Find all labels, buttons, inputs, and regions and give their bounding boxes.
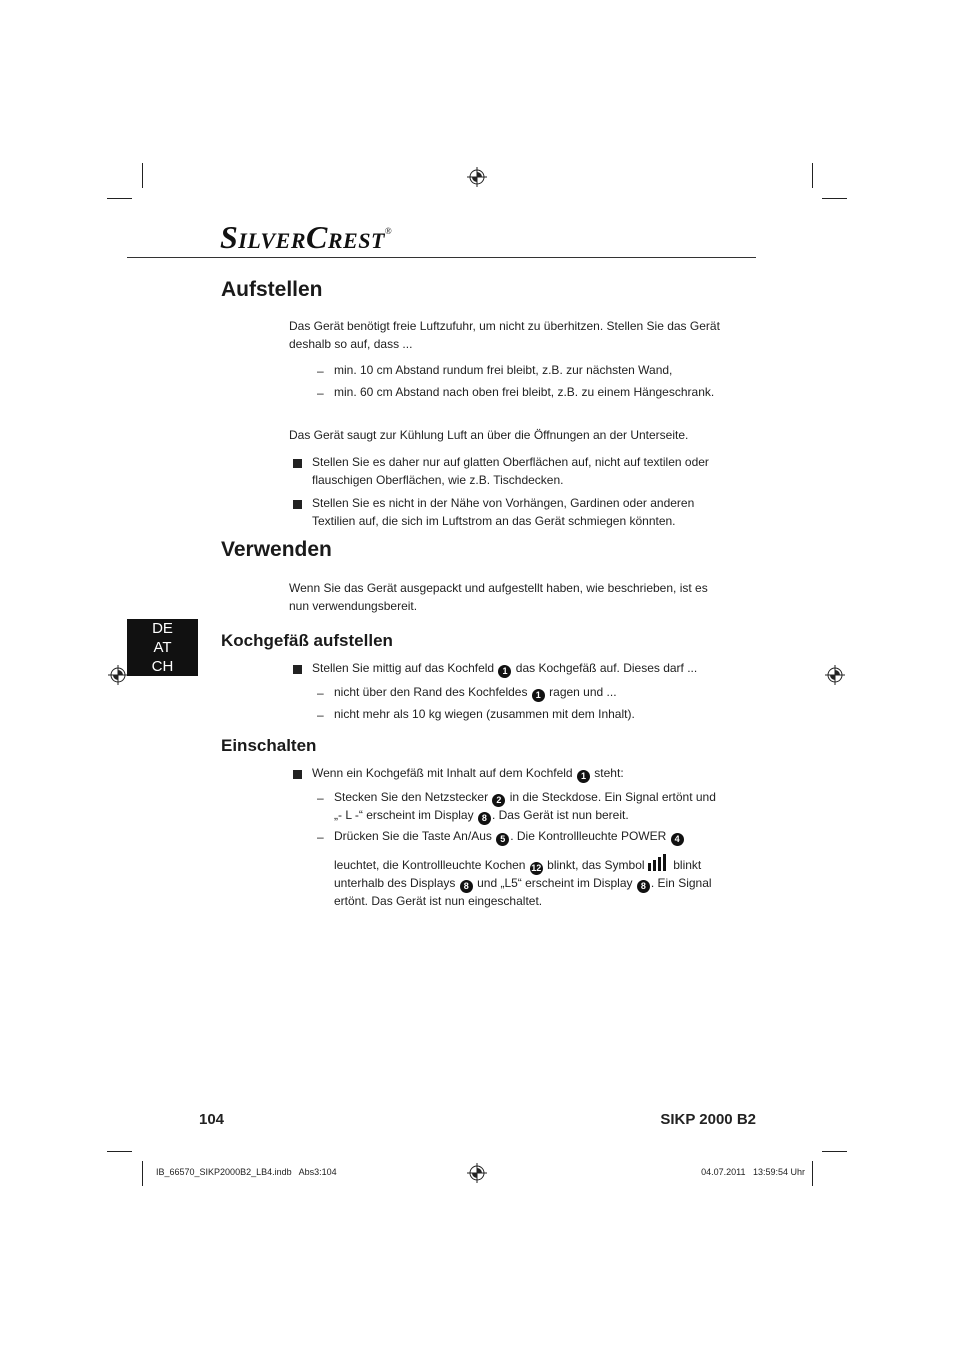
- dash-item: nicht mehr als 10 kg wiegen (zusammen mit dem Inhalt).: [334, 707, 635, 721]
- bullet-item: Stellen Sie es daher nur auf glatten Oberflächen auf, nicht auf textilen oder flauschigen Oberflächen, wie z.B. Tischdecken.: [312, 455, 709, 487]
- reference-number-badge: 5: [496, 833, 509, 846]
- dash-marker: –: [317, 791, 324, 805]
- dash-item: Drücken Sie die Taste An/Aus 5 . Die Kontrollleuchte POWER 4: [334, 828, 685, 846]
- dash-marker: –: [317, 386, 324, 400]
- bullet-marker: [293, 770, 302, 779]
- dash-item: Stecken Sie den Netzstecker 2 in die Steckdose. Ein Signal ertönt und „- L -“ erscheint im Display 8 . Das Gerät ist nun bereit.: [334, 790, 716, 823]
- paragraph: Wenn Sie das Gerät ausgepackt und aufgestellt haben, wie beschrieben, ist es nun verwendungsbereit.: [289, 581, 708, 613]
- section-heading-aufstellen: Aufstellen: [221, 278, 323, 301]
- crop-mark: [107, 198, 132, 199]
- registration-target-icon: [467, 1163, 487, 1183]
- dash-marker: –: [317, 686, 324, 700]
- crop-mark: [812, 1161, 813, 1186]
- crop-mark: [822, 1151, 847, 1152]
- crop-mark: [142, 1161, 143, 1186]
- registration-target-icon: [467, 167, 487, 187]
- power-level-bars-icon: [648, 853, 670, 871]
- model-number: SIKP 2000 B2: [660, 1111, 756, 1128]
- brand-logo: SILVERCREST®: [220, 219, 393, 255]
- reference-number-badge: 1: [498, 665, 511, 678]
- bullet-marker: [293, 500, 302, 509]
- print-slug-date: 04.07.2011 13:59:54 Uhr: [701, 1167, 805, 1177]
- bullet-item: Stellen Sie mittig auf das Kochfeld 1 das Kochgefäß auf. Dieses darf ...: [312, 661, 698, 676]
- registration-target-icon: [108, 665, 128, 685]
- reference-number-badge: 8: [637, 880, 650, 893]
- reference-number-badge: 4: [671, 833, 684, 846]
- dash-marker: –: [317, 830, 324, 844]
- reference-number-badge: 8: [460, 880, 473, 893]
- dash-item: nicht über den Rand des Kochfeldes 1 ragen und ...: [334, 685, 617, 700]
- dash-marker: –: [317, 708, 324, 722]
- crop-mark: [142, 163, 143, 188]
- crop-mark: [107, 1151, 132, 1152]
- header-rule: [127, 257, 756, 258]
- bullet-item: Wenn ein Kochgefäß mit Inhalt auf dem Kochfeld 1 steht:: [312, 766, 624, 781]
- language-tab: DE AT CH: [127, 619, 198, 676]
- subheading-kochgefaess: Kochgefäß aufstellen: [221, 631, 393, 650]
- bullet-item: Stellen Sie es nicht in der Nähe von Vorhängen, Gardinen oder anderen Textilien auf, die sich im Luftstrom an das Gerät schmiegen könnten.: [312, 496, 695, 528]
- reference-number-badge: 8: [478, 812, 491, 825]
- section-heading-verwenden: Verwenden: [221, 538, 332, 561]
- page-number: 104: [199, 1111, 225, 1128]
- crop-mark: [812, 163, 813, 188]
- crop-mark: [822, 198, 847, 199]
- dash-item-continued: leuchtet, die Kontrollleuchte Kochen 12 blinkt, das Symbol blinkt unterhalb des Displays 8 und „L5“ erscheint im Display 8 . Ein Signal ertönt. Das Gerät ist nun eingeschaltet.: [334, 853, 712, 911]
- subheading-einschalten: Einschalten: [221, 736, 317, 755]
- dash-item: min. 10 cm Abstand rundum frei bleibt, z.B. zur nächsten Wand,: [334, 363, 673, 377]
- reference-number-badge: 2: [492, 794, 505, 807]
- reference-number-badge: 1: [577, 770, 590, 783]
- dash-item: min. 60 cm Abstand nach oben frei bleibt, z.B. zu einem Hängeschrank.: [334, 385, 715, 399]
- bullet-marker: [293, 459, 302, 468]
- registration-target-icon: [825, 665, 845, 685]
- paragraph: Das Gerät saugt zur Kühlung Luft an über die Öffnungen an der Unterseite.: [289, 428, 689, 442]
- paragraph: Das Gerät benötigt freie Luftzufuhr, um nicht zu überhitzen. Stellen Sie das Gerät deshalb so auf, dass ...: [289, 319, 720, 351]
- reference-number-badge: 1: [532, 689, 545, 702]
- print-slug-file: IB_66570_SIKP2000B2_LB4.indb Abs3:104: [156, 1167, 337, 1177]
- reference-number-badge: 12: [531, 863, 542, 873]
- dash-marker: –: [317, 364, 324, 378]
- bullet-marker: [293, 665, 302, 674]
